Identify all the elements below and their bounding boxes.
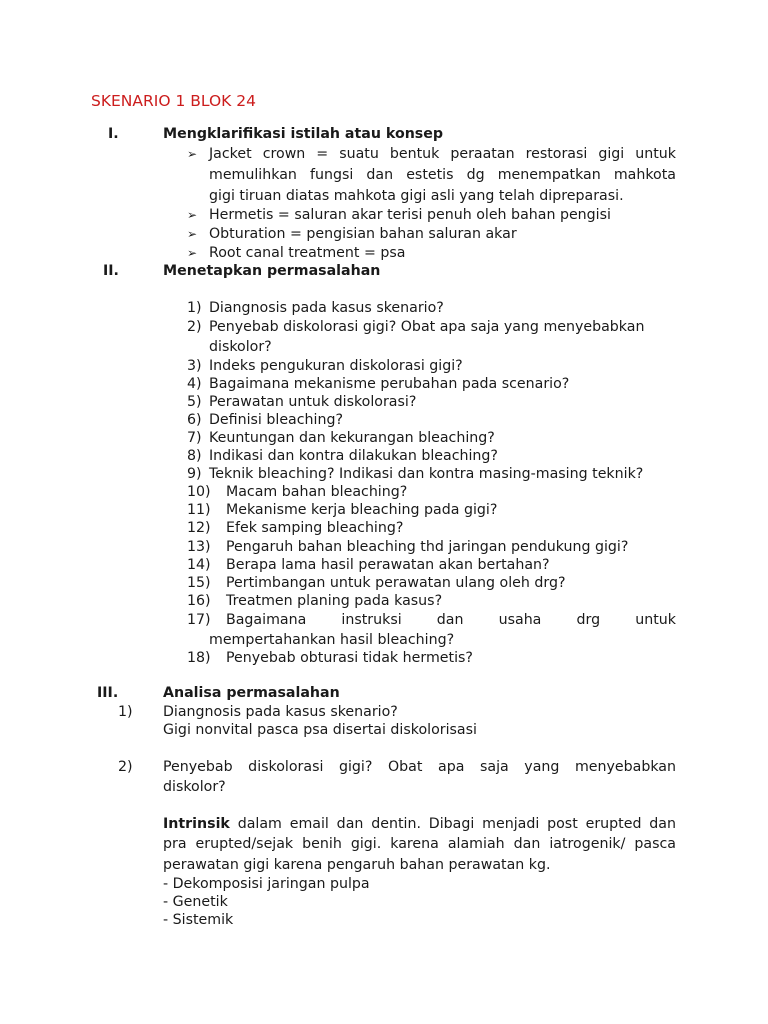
list-item: Bagaimana instruksi dan usaha drg untuk — [226, 612, 676, 628]
list-number: 2) — [187, 319, 202, 335]
list-number: 1) — [187, 300, 202, 316]
intrinsik-label: Intrinsik — [163, 816, 230, 832]
list-number: 11) — [187, 502, 211, 518]
list-number: 9) — [187, 466, 202, 482]
list-number: 7) — [187, 430, 202, 446]
document-title: SKENARIO 1 BLOK 24 — [91, 92, 256, 110]
list-item: Bagaimana mekanisme perubahan pada scenario? — [209, 376, 570, 392]
section-3-number: III. — [97, 685, 119, 701]
intrinsik-text: dalam email dan dentin. Dibagi menjadi post erupted dan — [229, 816, 676, 832]
list-number: 8) — [187, 448, 202, 464]
bullet-line: Jacket crown = suatu bentuk peraatan restorasi gigi untuk — [209, 146, 676, 162]
arrow-bullet-icon: ➢ — [187, 246, 198, 260]
bullet-line: Root canal treatment = psa — [209, 245, 406, 261]
list-item: Pengaruh bahan bleaching thd jaringan pendukung gigi? — [226, 539, 629, 555]
list-item: Treatmen planing pada kasus? — [226, 593, 443, 609]
arrow-bullet-icon: ➢ — [187, 208, 198, 222]
bullet-line: Obturation = pengisian bahan saluran akar — [209, 226, 517, 242]
bullet-line: gigi tiruan diatas mahkota gigi asli yang telah dipreparasi. — [209, 188, 624, 204]
list-item: Diangnosis pada kasus skenario? — [209, 300, 444, 316]
list-item: Indikasi dan kontra dilakukan bleaching? — [209, 448, 498, 464]
list-item: Teknik bleaching? Indikasi dan kontra masing-masing teknik? — [209, 466, 644, 482]
list-item: Efek samping bleaching? — [226, 520, 404, 536]
list-number: 17) — [187, 612, 211, 628]
list-number: 6) — [187, 412, 202, 428]
analysis-question: diskolor? — [163, 779, 226, 795]
list-item: Penyebab diskolorasi gigi? Obat apa saja yang menyebabkan — [209, 319, 645, 335]
list-number: 2) — [118, 759, 133, 775]
list-item: Macam bahan bleaching? — [226, 484, 408, 500]
analysis-question: Penyebab diskolorasi gigi? Obat apa saja yang menyebabkan — [163, 759, 676, 775]
list-number: 18) — [187, 650, 211, 666]
list-number: 5) — [187, 394, 202, 410]
bullet-line: Hermetis = saluran akar terisi penuh oleh bahan pengisi — [209, 207, 611, 223]
list-number: 1) — [118, 704, 133, 720]
analysis-answer: Gigi nonvital pasca psa disertai diskolorisasi — [163, 722, 477, 738]
arrow-bullet-icon: ➢ — [187, 227, 198, 241]
section-3-title: Analisa permasalahan — [163, 685, 340, 701]
intrinsik-paragraph-line: pra erupted/sejak benih gigi. karena alamiah dan iatrogenik/ pasca — [163, 836, 676, 852]
list-item: Perawatan untuk diskolorasi? — [209, 394, 417, 410]
list-number: 12) — [187, 520, 211, 536]
list-item: Pertimbangan untuk perawatan ulang oleh drg? — [226, 575, 566, 591]
bullet-line: memulihkan fungsi dan estetis dg menempatkan mahkota — [209, 167, 676, 183]
cause-item: - Dekomposisi jaringan pulpa — [163, 876, 370, 892]
list-item: Definisi bleaching? — [209, 412, 343, 428]
list-item: mempertahankan hasil bleaching? — [209, 632, 455, 648]
section-1-title: Mengklarifikasi istilah atau konsep — [163, 126, 444, 142]
cause-item: - Sistemik — [163, 912, 234, 928]
list-number: 14) — [187, 557, 211, 573]
list-item: diskolor? — [209, 339, 272, 355]
list-number: 16) — [187, 593, 211, 609]
analysis-question: Diangnosis pada kasus skenario? — [163, 704, 398, 720]
list-item: Berapa lama hasil perawatan akan bertahan? — [226, 557, 550, 573]
arrow-bullet-icon: ➢ — [187, 147, 198, 161]
section-2-title: Menetapkan permasalahan — [163, 263, 381, 279]
list-number: 13) — [187, 539, 211, 555]
section-2-number: II. — [103, 263, 119, 279]
list-number: 4) — [187, 376, 202, 392]
list-number: 15) — [187, 575, 211, 591]
list-number: 10) — [187, 484, 211, 500]
list-item: Mekanisme kerja bleaching pada gigi? — [226, 502, 498, 518]
list-item: Indeks pengukuran diskolorasi gigi? — [209, 358, 463, 374]
section-1-number: I. — [108, 126, 119, 142]
list-number: 3) — [187, 358, 202, 374]
list-item: Penyebab obturasi tidak hermetis? — [226, 650, 473, 666]
cause-item: - Genetik — [163, 894, 228, 910]
list-item: Keuntungan dan kekurangan bleaching? — [209, 430, 495, 446]
intrinsik-paragraph-line — [163, 814, 676, 834]
intrinsik-paragraph-line: perawatan gigi karena pengaruh bahan perawatan kg. — [163, 857, 551, 873]
